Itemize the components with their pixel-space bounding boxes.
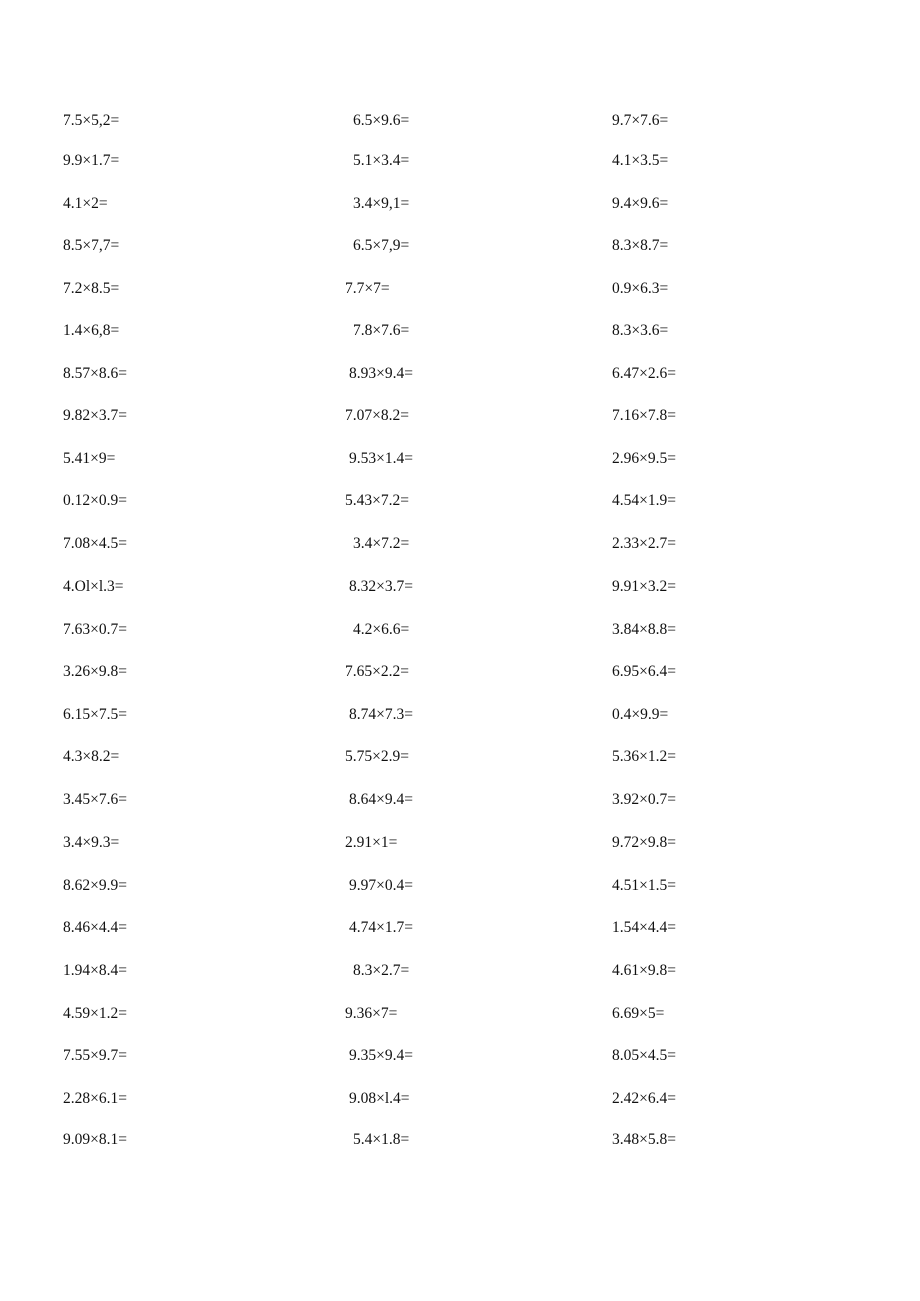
problem-right: 7.16×7.8= [612, 407, 676, 424]
problem-middle: 8.93×9.4= [349, 365, 413, 382]
problem-middle: 7.8×7.6= [353, 322, 410, 339]
problem-row [0, 832, 920, 854]
problem-right: 9.91×3.2= [612, 578, 676, 595]
problem-left: 1.94×8.4= [63, 962, 127, 979]
problem-middle: 3.4×7.2= [353, 535, 410, 552]
problem-row [0, 320, 920, 342]
problem-row [0, 619, 920, 641]
problem-right: 4.61×9.8= [612, 962, 676, 979]
problem-left: 9.09×8.1= [63, 1131, 127, 1148]
problem-right: 2.42×6.4= [612, 1090, 676, 1107]
problem-middle: 9.08×l.4= [349, 1090, 410, 1107]
problem-left: 3.26×9.8= [63, 663, 127, 680]
problem-left: 4.1×2= [63, 195, 108, 212]
problem-left: 7.5×5,2= [63, 112, 120, 129]
problem-right: 6.95×6.4= [612, 663, 676, 680]
problem-left: 3.4×9.3= [63, 834, 120, 851]
problem-row [0, 746, 920, 768]
problem-middle: 2.91×1= [345, 834, 398, 851]
problem-row [0, 704, 920, 726]
problem-middle: 7.65×2.2= [345, 663, 409, 680]
problem-row [0, 789, 920, 811]
problem-right: 9.4×9.6= [612, 195, 669, 212]
problem-row [0, 405, 920, 427]
problem-middle: 4.74×1.7= [349, 919, 413, 936]
problem-left: 1.4×6,8= [63, 322, 120, 339]
problem-middle: 5.4×1.8= [353, 1131, 410, 1148]
problem-left: 7.2×8.5= [63, 280, 120, 297]
problem-left: 4.3×8.2= [63, 748, 120, 765]
problem-middle: 9.97×0.4= [349, 877, 413, 894]
problem-middle: 7.7×7= [345, 280, 390, 297]
problem-right: 4.54×1.9= [612, 492, 676, 509]
problem-left: 0.12×0.9= [63, 492, 127, 509]
problem-left: 2.28×6.1= [63, 1090, 127, 1107]
problem-row [0, 1003, 920, 1025]
problem-right: 3.92×0.7= [612, 791, 676, 808]
problem-middle: 9.35×9.4= [349, 1047, 413, 1064]
problem-right: 4.51×1.5= [612, 877, 676, 894]
problem-right: 2.33×2.7= [612, 535, 676, 552]
problem-left: 9.9×1.7= [63, 152, 120, 169]
problem-left: 7.08×4.5= [63, 535, 127, 552]
problem-row [0, 1045, 920, 1067]
problem-left: 9.82×3.7= [63, 407, 127, 424]
problem-left: 8.62×9.9= [63, 877, 127, 894]
problem-right: 0.4×9.9= [612, 706, 669, 723]
problem-left: 8.5×7,7= [63, 237, 120, 254]
problem-row [0, 363, 920, 385]
problem-right: 6.69×5= [612, 1005, 665, 1022]
problem-left: 7.63×0.7= [63, 621, 127, 638]
problem-middle: 8.32×3.7= [349, 578, 413, 595]
problem-row [0, 193, 920, 215]
problem-right: 2.96×9.5= [612, 450, 676, 467]
problem-left: 8.57×8.6= [63, 365, 127, 382]
problem-middle: 7.07×8.2= [345, 407, 409, 424]
problem-left: 4.59×1.2= [63, 1005, 127, 1022]
problem-right: 9.72×9.8= [612, 834, 676, 851]
problem-left: 5.41×9= [63, 450, 116, 467]
problem-row [0, 1129, 920, 1151]
problem-left: 3.45×7.6= [63, 791, 127, 808]
problem-row [0, 533, 920, 555]
problem-middle: 9.36×7= [345, 1005, 398, 1022]
problem-right: 4.1×3.5= [612, 152, 669, 169]
problem-row [0, 960, 920, 982]
problem-right: 8.3×3.6= [612, 322, 669, 339]
problem-middle: 6.5×9.6= [353, 112, 410, 129]
problem-right: 3.48×5.8= [612, 1131, 676, 1148]
problem-row [0, 448, 920, 470]
problem-right: 1.54×4.4= [612, 919, 676, 936]
problem-right: 0.9×6.3= [612, 280, 669, 297]
problem-row [0, 576, 920, 598]
problem-left: 8.46×4.4= [63, 919, 127, 936]
problem-row [0, 278, 920, 300]
problem-row [0, 110, 920, 132]
problem-right: 8.05×4.5= [612, 1047, 676, 1064]
problem-middle: 5.1×3.4= [353, 152, 410, 169]
problem-row [0, 1088, 920, 1110]
problem-right: 5.36×1.2= [612, 748, 676, 765]
problem-row [0, 490, 920, 512]
problem-middle: 4.2×6.6= [353, 621, 410, 638]
problem-middle: 9.53×1.4= [349, 450, 413, 467]
problem-row [0, 150, 920, 172]
problem-middle: 5.43×7.2= [345, 492, 409, 509]
problem-left: 6.15×7.5= [63, 706, 127, 723]
problem-middle: 8.74×7.3= [349, 706, 413, 723]
problem-middle: 8.3×2.7= [353, 962, 410, 979]
problem-middle: 3.4×9,1= [353, 195, 410, 212]
problem-middle: 6.5×7,9= [353, 237, 410, 254]
problem-middle: 5.75×2.9= [345, 748, 409, 765]
problem-row [0, 661, 920, 683]
problem-right: 3.84×8.8= [612, 621, 676, 638]
problem-right: 9.7×7.6= [612, 112, 669, 129]
problem-row [0, 917, 920, 939]
problem-right: 6.47×2.6= [612, 365, 676, 382]
problem-row [0, 235, 920, 257]
problem-row [0, 875, 920, 897]
problem-right: 8.3×8.7= [612, 237, 669, 254]
problem-left: 7.55×9.7= [63, 1047, 127, 1064]
problem-left: 4.Ol×l.3= [63, 578, 124, 595]
problem-middle: 8.64×9.4= [349, 791, 413, 808]
